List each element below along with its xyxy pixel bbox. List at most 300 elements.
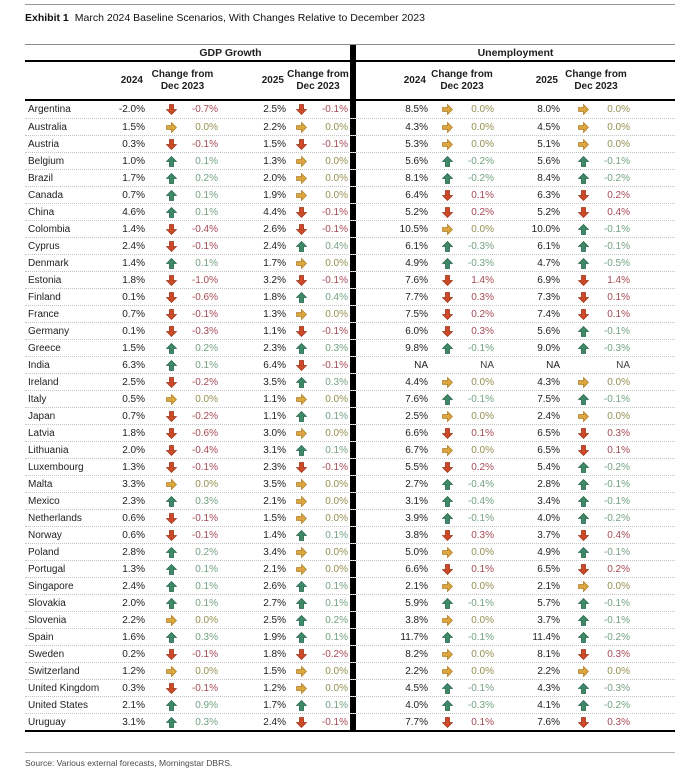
up-arrow-icon [296, 615, 307, 626]
change-value: 0.3% [471, 325, 494, 337]
change-value: -0.6% [191, 427, 218, 439]
gdp-2025-value: 1.3% [263, 155, 286, 167]
up-arrow-icon [442, 496, 453, 507]
gdp-2024-change [145, 122, 220, 133]
table-row [25, 492, 675, 509]
change-value: -0.2% [321, 648, 348, 660]
unemployment-2025-change [560, 666, 632, 677]
gdp-2025-change [286, 496, 350, 507]
change-value: -0.1% [467, 597, 494, 609]
down-arrow-icon [166, 309, 177, 320]
gdp-2024-change [145, 479, 220, 490]
down-arrow-icon [578, 564, 589, 575]
right-arrow-icon [578, 666, 589, 677]
table-row [25, 509, 675, 526]
source-rule [25, 752, 675, 753]
country-name: Finland [28, 291, 61, 303]
gdp-2024-value: 1.3% [122, 461, 145, 473]
change-value: 0.1% [195, 206, 218, 218]
down-arrow-icon [166, 275, 177, 286]
unemployment-2025-value: 6.9% [537, 274, 560, 286]
unemployment-2025-value: 5.1% [537, 138, 560, 150]
down-arrow-icon [296, 649, 307, 660]
unemployment-2025-value: 6.3% [537, 189, 560, 201]
gdp-2025-value: 2.5% [263, 614, 286, 626]
right-arrow-icon [442, 649, 453, 660]
change-value: -0.1% [191, 682, 218, 694]
gdp-2025-change [286, 104, 350, 115]
table-row [25, 271, 675, 288]
unemployment-2024-value: 4.9% [405, 257, 428, 269]
up-arrow-icon [296, 377, 307, 388]
country-name: Poland [28, 546, 60, 558]
gdp-2024-value: 2.3% [122, 495, 145, 507]
down-arrow-icon [166, 224, 177, 235]
country-name: Colombia [28, 223, 71, 235]
right-arrow-icon [296, 156, 307, 167]
up-arrow-icon [442, 513, 453, 524]
change-header-line2: Dec 2023 [160, 80, 205, 92]
gdp-2024-value: 6.3% [122, 359, 145, 371]
table-row [25, 169, 675, 186]
change-value: 0.1% [471, 189, 494, 201]
change-value: -0.1% [191, 512, 218, 524]
right-arrow-icon [296, 394, 307, 405]
unemployment-2024-value: 6.6% [405, 427, 428, 439]
right-arrow-icon [166, 122, 177, 133]
gdp-2025-change [286, 445, 350, 456]
change-header-line1: Change from [151, 68, 214, 80]
unemployment-2025-change [560, 683, 632, 694]
gdp-2024-change [145, 207, 220, 218]
unemployment-2024-change [428, 343, 496, 354]
gdp-2024-value: 1.4% [122, 257, 145, 269]
gdp-2024-value: 2.8% [122, 546, 145, 558]
change-header-line2: Dec 2023 [574, 80, 618, 92]
gdp-2024-change [145, 190, 220, 201]
unemployment-2024-change [428, 462, 496, 473]
change-value: -0.1% [467, 512, 494, 524]
unemployment-2024-change [428, 666, 496, 677]
unemployment-2025-value: 6.5% [537, 427, 560, 439]
up-arrow-icon [296, 241, 307, 252]
unemployment-2024-value: 4.3% [405, 121, 428, 133]
country-name: Japan [28, 410, 56, 422]
gdp-2024-change [145, 462, 220, 473]
down-arrow-icon [166, 428, 177, 439]
change-value: -0.1% [603, 614, 630, 626]
up-arrow-icon [442, 394, 453, 405]
table-row [25, 203, 675, 220]
unemployment-2025-value: 5.2% [537, 206, 560, 218]
change-value: 0.0% [607, 410, 630, 422]
gdp-2024-value: 2.1% [122, 699, 145, 711]
right-arrow-icon [296, 496, 307, 507]
gdp-2025-change [286, 224, 350, 235]
down-arrow-icon [296, 462, 307, 473]
top-rule [25, 4, 675, 5]
gdp-2025-value: 2.3% [263, 461, 286, 473]
change-value: 0.3% [471, 529, 494, 541]
unemployment-2025-change [560, 326, 632, 337]
change-value: 0.1% [471, 563, 494, 575]
gdp-2025-change [286, 428, 350, 439]
change-value: 1.4% [471, 274, 494, 286]
change-value: 0.4% [325, 240, 348, 252]
unemployment-2024-change [428, 428, 496, 439]
change-value: 0.0% [607, 104, 630, 115]
country-name: Netherlands [28, 512, 82, 524]
down-arrow-icon [442, 292, 453, 303]
change-value: -0.1% [321, 359, 348, 371]
gdp-2025-value: 2.6% [263, 223, 286, 235]
change-value: 0.0% [195, 393, 218, 405]
unemployment-2024-value: 6.4% [405, 189, 428, 201]
unemployment-2024-header: 2024 [403, 74, 426, 86]
right-arrow-icon [442, 581, 453, 592]
change-value: 0.2% [195, 546, 218, 558]
gdp-2024-change [145, 530, 220, 541]
right-arrow-icon [296, 683, 307, 694]
change-value: -0.1% [321, 716, 348, 728]
change-value: 0.2% [325, 614, 348, 626]
change-value: 0.1% [607, 291, 630, 303]
unemployment-2024-value: 6.7% [405, 444, 428, 456]
change-value: 0.2% [607, 563, 630, 575]
gdp-2024-change [145, 258, 220, 269]
gdp-2024-change [145, 649, 220, 660]
gdp-2025-change [286, 360, 350, 371]
unemployment-2024-value: 6.6% [405, 563, 428, 575]
right-arrow-icon [442, 547, 453, 558]
gdp-2024-value: 1.8% [122, 427, 145, 439]
gdp-2024-change [145, 156, 220, 167]
up-arrow-icon [296, 411, 307, 422]
gdp-2024-value: 1.4% [122, 223, 145, 235]
change-value: -0.2% [191, 410, 218, 422]
unemployment-2025-change [560, 394, 632, 405]
gdp-2024-change [145, 394, 220, 405]
down-arrow-icon [578, 717, 589, 728]
unemployment-2024-change [428, 275, 496, 286]
country-name: Portugal [28, 563, 66, 575]
unemployment-2025-value: 11.4% [532, 631, 560, 643]
unemployment-2024-value: 5.0% [405, 546, 428, 558]
right-arrow-icon [442, 104, 453, 115]
country-name: Malta [28, 478, 53, 490]
gdp-2025-value: 1.7% [263, 699, 286, 711]
gdp-2024-change [145, 104, 220, 115]
right-arrow-icon [578, 139, 589, 150]
gdp-2025-change [286, 547, 350, 558]
change-value: 0.0% [325, 427, 348, 439]
down-arrow-icon [166, 462, 177, 473]
gdp-2025-value: 2.1% [263, 495, 286, 507]
gdp-2025-change [286, 343, 350, 354]
change-value: 0.0% [195, 478, 218, 490]
up-arrow-icon [578, 173, 589, 184]
up-arrow-icon [578, 479, 589, 490]
change-value: 0.0% [325, 308, 348, 320]
gdp-2025-change-header [286, 69, 350, 93]
gdp-2025-change [286, 207, 350, 218]
change-value: 0.1% [195, 257, 218, 269]
down-arrow-icon [578, 445, 589, 456]
down-arrow-icon [166, 530, 177, 541]
unemployment-2025-change [560, 224, 632, 235]
unemployment-2025-change [560, 360, 632, 371]
table-row [25, 186, 675, 203]
unemployment-2024-change [428, 683, 496, 694]
gdp-2024-value: 0.3% [122, 682, 145, 694]
gdp-2024-change [145, 377, 220, 388]
up-arrow-icon [442, 173, 453, 184]
change-value: -0.7% [191, 104, 218, 115]
change-value: 0.0% [325, 189, 348, 201]
unemployment-2024-change [428, 207, 496, 218]
gdp-2024-change [145, 139, 220, 150]
unemployment-2024-value: 2.2% [405, 665, 428, 677]
gdp-2024-change [145, 275, 220, 286]
gdp-2024-value: 1.7% [122, 172, 145, 184]
up-arrow-icon [166, 360, 177, 371]
gdp-2024-change [145, 581, 220, 592]
gdp-2024-value: 1.0% [122, 155, 145, 167]
unemployment-2024-value: 10.5% [399, 223, 428, 235]
gdp-2024-change [145, 445, 220, 456]
right-arrow-icon [166, 615, 177, 626]
change-value: -0.1% [467, 631, 494, 643]
gdp-2024-change [145, 411, 220, 422]
gdp-2025-change [286, 513, 350, 524]
right-arrow-icon [296, 564, 307, 575]
change-value: 0.0% [325, 546, 348, 558]
country-name: Estonia [28, 274, 62, 286]
change-value: -0.1% [321, 138, 348, 150]
unemployment-2025-change [560, 496, 632, 507]
unemployment-2024-value: 8.1% [405, 172, 428, 184]
unemployment-2024-value: 2.5% [405, 410, 428, 422]
up-arrow-icon [578, 683, 589, 694]
up-arrow-icon [296, 445, 307, 456]
gdp-2024-change [145, 547, 220, 558]
gdp-2024-value: 0.7% [122, 189, 145, 201]
change-value: 0.3% [195, 495, 218, 507]
change-value: 0.1% [325, 699, 348, 711]
up-arrow-icon [578, 547, 589, 558]
up-arrow-icon [296, 598, 307, 609]
gdp-2025-change [286, 190, 350, 201]
change-value: 0.0% [325, 478, 348, 490]
table-row [25, 679, 675, 696]
gdp-2025-value: 1.7% [263, 257, 286, 269]
unemployment-2024-change [428, 581, 496, 592]
up-arrow-icon [578, 700, 589, 711]
unemployment-2025-value: NA [546, 359, 560, 371]
gdp-2025-change [286, 666, 350, 677]
gdp-2025-value: 2.0% [263, 172, 286, 184]
down-arrow-icon [578, 649, 589, 660]
change-value: 0.0% [471, 648, 494, 660]
up-arrow-icon [166, 190, 177, 201]
country-name: Belgium [28, 155, 65, 167]
unemployment-2025-change [560, 122, 632, 133]
down-arrow-icon [578, 530, 589, 541]
unemployment-2024-value: 4.5% [405, 682, 428, 694]
gdp-2024-value: 1.5% [122, 342, 145, 354]
gdp-2025-value: 1.2% [263, 682, 286, 694]
country-name: France [28, 308, 60, 320]
unemployment-2025-change [560, 104, 632, 115]
group-header-unemployment: Unemployment [477, 46, 554, 59]
gdp-2024-change [145, 360, 220, 371]
table-body [25, 101, 675, 732]
change-value: 0.3% [195, 716, 218, 728]
gdp-2025-change [286, 700, 350, 711]
gdp-2025-change [286, 122, 350, 133]
unemployment-2025-change [560, 241, 632, 252]
country-name: Slovakia [28, 597, 66, 609]
gdp-2025-value: 6.4% [263, 359, 286, 371]
right-arrow-icon [578, 377, 589, 388]
unemployment-2025-value: 4.1% [537, 699, 560, 711]
unemployment-2025-value: 2.8% [537, 478, 560, 490]
change-value: -0.1% [603, 495, 630, 507]
change-value: -0.1% [191, 461, 218, 473]
up-arrow-icon [442, 156, 453, 167]
gdp-2025-change [286, 156, 350, 167]
country-name: Denmark [28, 257, 69, 269]
gdp-2024-change [145, 343, 220, 354]
gdp-2024-change [145, 224, 220, 235]
down-arrow-icon [578, 190, 589, 201]
gdp-2025-value: 1.5% [263, 512, 286, 524]
gdp-2024-change [145, 717, 220, 728]
unemployment-2024-change [428, 598, 496, 609]
table-row [25, 373, 675, 390]
change-value: 0.0% [471, 444, 494, 456]
group-header-gdp-growth: GDP Growth [199, 46, 262, 59]
up-arrow-icon [166, 343, 177, 354]
up-arrow-icon [166, 207, 177, 218]
unemployment-2024-value: 4.0% [405, 699, 428, 711]
unemployment-2025-change [560, 615, 632, 626]
table-row [25, 475, 675, 492]
change-value: -0.2% [467, 172, 494, 184]
right-arrow-icon [166, 666, 177, 677]
country-name: Cyprus [28, 240, 60, 252]
right-arrow-icon [296, 309, 307, 320]
change-value: 0.2% [607, 189, 630, 201]
change-value: -0.2% [603, 172, 630, 184]
up-arrow-icon [296, 343, 307, 354]
down-arrow-icon [442, 207, 453, 218]
unemployment-2024-value: 7.7% [405, 716, 428, 728]
table-row [25, 237, 675, 254]
change-value: -0.1% [603, 155, 630, 167]
change-value: 0.3% [325, 342, 348, 354]
change-value: -0.1% [467, 682, 494, 694]
country-name: Ireland [28, 376, 59, 388]
gdp-2024-change [145, 564, 220, 575]
table-row [25, 662, 675, 679]
down-arrow-icon [442, 190, 453, 201]
up-arrow-icon [578, 632, 589, 643]
gdp-2024-value: 0.1% [122, 291, 145, 303]
up-arrow-icon [578, 258, 589, 269]
change-value: 0.0% [325, 155, 348, 167]
country-name: Germany [28, 325, 70, 337]
country-name: Austria [28, 138, 60, 150]
change-value: 0.1% [195, 155, 218, 167]
unemployment-2024-change [428, 513, 496, 524]
down-arrow-icon [578, 309, 589, 320]
change-value: 0.1% [325, 529, 348, 541]
down-arrow-icon [166, 513, 177, 524]
gdp-2024-change [145, 241, 220, 252]
gdp-2024-value: 1.6% [122, 631, 145, 643]
change-value: -0.1% [191, 240, 218, 252]
table-row [25, 101, 675, 118]
change-value: 0.0% [325, 563, 348, 575]
unemployment-2025-value: 10.0% [531, 223, 560, 235]
change-value: 0.1% [325, 444, 348, 456]
unemployment-2025-value: 3.7% [537, 614, 560, 626]
up-arrow-icon [296, 581, 307, 592]
change-value: -0.2% [603, 631, 630, 643]
gdp-2024-value: 0.7% [122, 410, 145, 422]
change-value: 0.0% [471, 546, 494, 558]
unemployment-2024-change [428, 632, 496, 643]
down-arrow-icon [166, 377, 177, 388]
gdp-2025-value: 1.8% [263, 291, 286, 303]
unemployment-2025-change [560, 530, 632, 541]
down-arrow-icon [296, 326, 307, 337]
gdp-2025-value: 2.6% [263, 580, 286, 592]
gdp-2025-change [286, 241, 350, 252]
unemployment-2025-value: 6.5% [537, 563, 560, 575]
change-value: 1.4% [607, 274, 630, 286]
unemployment-2025-change [560, 632, 632, 643]
unemployment-2024-value: 8.2% [405, 648, 428, 660]
change-value: -0.3% [191, 325, 218, 337]
change-value: -0.1% [603, 478, 630, 490]
change-value: -0.3% [467, 257, 494, 269]
change-value: 0.4% [607, 206, 630, 218]
country-name: Latvia [28, 427, 55, 439]
country-name: Norway [28, 529, 62, 541]
country-name: Slovenia [28, 614, 67, 626]
table-row [25, 135, 675, 152]
up-arrow-icon [578, 326, 589, 337]
country-name: United Kingdom [28, 682, 100, 694]
change-value: 0.2% [471, 461, 494, 473]
unemployment-2024-value: 5.6% [405, 155, 428, 167]
change-value: 0.0% [471, 665, 494, 677]
gdp-2025-value: 2.4% [263, 240, 286, 252]
table-row [25, 594, 675, 611]
unemployment-2024-value: 4.4% [405, 376, 428, 388]
unemployment-2024-change [428, 292, 496, 303]
up-arrow-icon [442, 343, 453, 354]
unemployment-2025-change [560, 258, 632, 269]
change-header-line1: Change from [287, 68, 349, 80]
gdp-2025-change [286, 632, 350, 643]
unemployment-2024-change [428, 445, 496, 456]
unemployment-2024-change [428, 156, 496, 167]
unemployment-2024-value: 7.7% [405, 291, 428, 303]
gdp-2025-value: 1.8% [263, 648, 286, 660]
